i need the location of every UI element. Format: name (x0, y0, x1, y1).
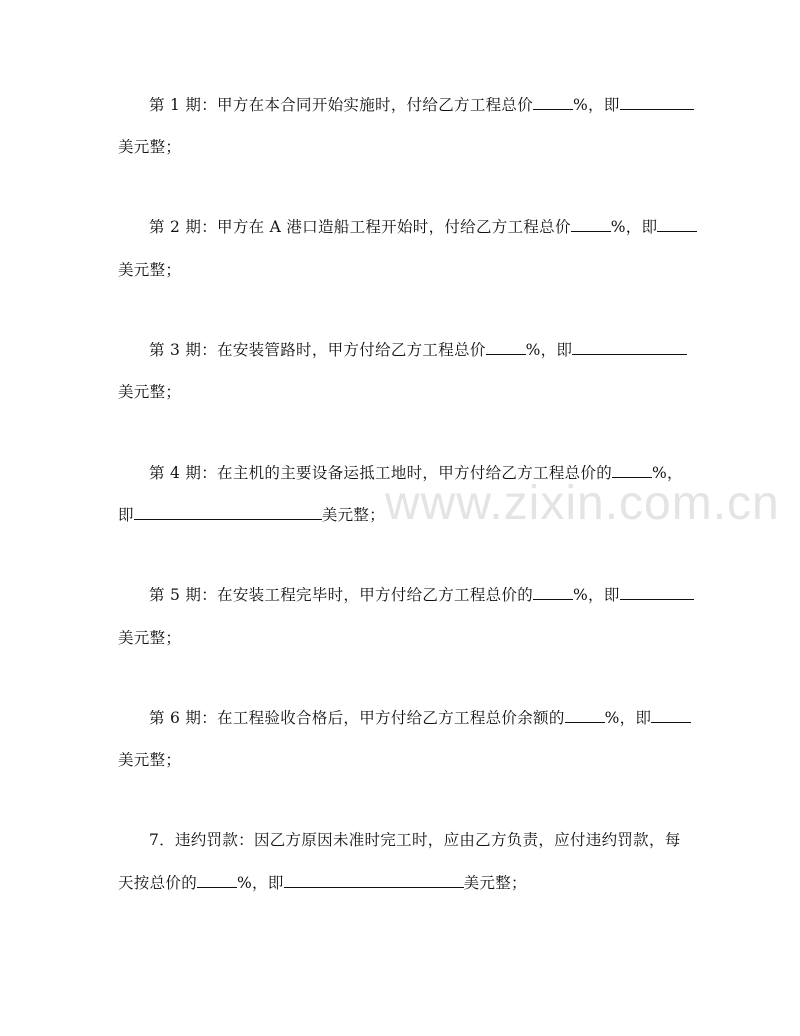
percent-label: %，即 (237, 874, 284, 892)
clause-4-text: 第 4 期：在主机的主要设备运抵工地时，甲方付给乙方工程总价的 (149, 464, 613, 482)
percent-label: %，即 (573, 586, 620, 604)
percent-label: %，即 (525, 341, 573, 359)
clause-3-line-1 (149, 340, 684, 360)
currency-label: 美元整； (118, 751, 182, 769)
amount-blank (620, 95, 694, 110)
clause-7-text: 7．违约罚款：因乙方原因未准时完工时，应由乙方负责，应付违约罚款，每 (149, 831, 681, 849)
amount-blank (284, 873, 464, 888)
amount-blank (620, 585, 694, 600)
clause-5-line-2 (118, 628, 684, 648)
clause-1-line-2 (118, 137, 684, 157)
clause-7-line-2 (118, 873, 684, 893)
currency-label: 美元整； (118, 138, 182, 156)
clause-6-text: 第 6 期：在工程验收合格后，甲方付给乙方工程总价余额的 (149, 709, 565, 727)
currency-label: 美元整； (321, 506, 386, 524)
percent-blank (612, 463, 652, 478)
percent-blank (197, 873, 237, 888)
clause-3-text: 第 3 期：在安装管路时，甲方付给乙方工程总价 (149, 341, 486, 359)
clause-6-line-1 (149, 708, 684, 728)
amount-blank (651, 708, 691, 723)
amount-blank (572, 340, 687, 355)
clause-7-continuation: 天按总价的 (118, 874, 198, 892)
clause-1-text: 第 1 期：甲方在本合同开始实施时，付给乙方工程总价 (149, 96, 534, 114)
currency-label: 美元整； (463, 874, 527, 892)
clause-4-line-1 (149, 463, 684, 483)
percent-blank (533, 95, 573, 110)
currency-label: 美元整； (118, 383, 182, 401)
percent-blank (533, 585, 573, 600)
clause-3-line-2 (118, 382, 684, 402)
clause-2-text: 第 2 期：甲方在 A 港口造船工程开始时，付给乙方工程总价 (149, 218, 571, 236)
percent-label: %，即 (610, 218, 658, 236)
watermark: www.zixin.com.cn (385, 477, 780, 530)
clause-5-line-1 (149, 585, 684, 605)
clause-6-line-2 (118, 750, 684, 770)
clause-2-line-1 (149, 217, 684, 237)
equals-label: 即 (118, 506, 134, 524)
clause-7-line-1 (149, 830, 684, 850)
percent-label: %，即 (604, 709, 652, 727)
currency-label: 美元整； (118, 261, 182, 279)
amount-blank (134, 505, 322, 520)
clause-5-text: 第 5 期：在安装工程完毕时，甲方付给乙方工程总价的 (149, 586, 534, 604)
percent-blank (571, 217, 611, 232)
clause-1-line-1 (149, 95, 684, 115)
percent-blank (565, 708, 605, 723)
percent-blank (486, 340, 526, 355)
clause-4-line-2 (118, 505, 684, 525)
percent-label: %， (652, 464, 683, 482)
percent-label: %，即 (573, 96, 620, 114)
amount-blank (657, 217, 697, 232)
currency-label: 美元整； (118, 629, 182, 647)
clause-2-line-2 (118, 260, 684, 280)
